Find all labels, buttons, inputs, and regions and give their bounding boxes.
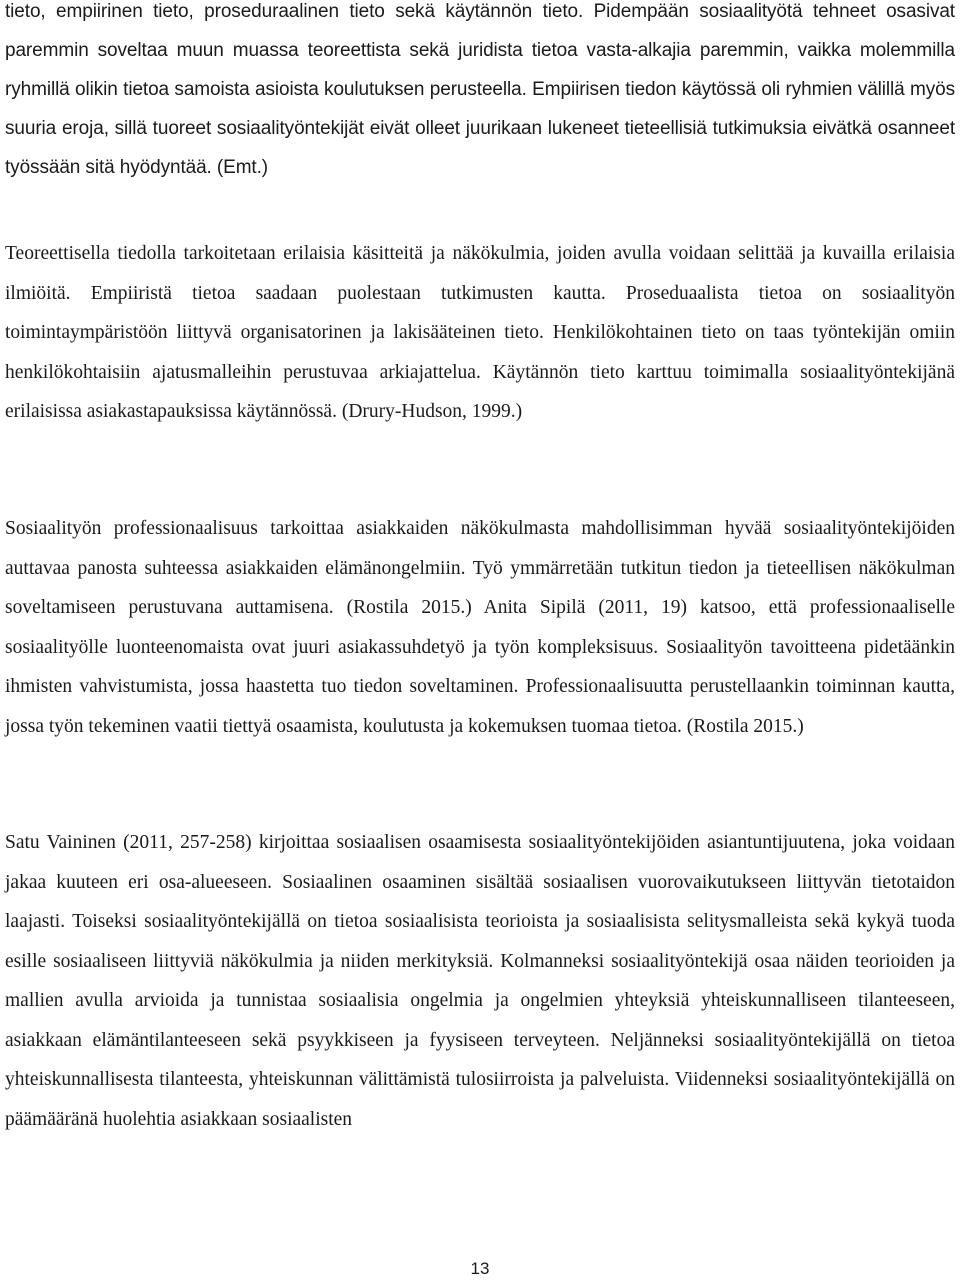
paragraph-social-competence: Satu Vaininen (2011, 257-258) kirjoittaa sosiaalisen osaamisesta sosiaalityöntekijöiden asiantuntijuutena, joka voidaan jakaa kuuteen eri osa-alueeseen. Sosiaalinen osaaminen sisältää sosiaalisen vuorovaikutukseen liittyvän tietotaidon laajasti. Toiseksi sosiaalityöntekijällä on tietoa sosiaalisista teorioista ja sosiaalisista selitysmalleista sekä kykyä tuoda esille sosiaaliseen liittyviä näkökulmia ja niiden merkityksiä. Kolmanneksi sosiaalityöntekijä osaa näiden teorioiden ja mallien avulla arvioida ja tunnistaa sosiaalisia ongelmia ja ongelmien yhteyksiä yhteiskunnalliseen tilanteeseen, asiakkaan elämäntilanteeseen sekä psyykkiseen ja fyysiseen terveyteen. Neljänneksi sosiaalityöntekijällä on tietoa yhteiskunnallisesta tilanteesta, yhteiskunnan välittämistä tulosiirroista ja palveluista. Viidenneksi sosiaalityöntekijällä on päämääränä huolehtia asiakkaan sosiaalisten: [5, 832, 955, 1130]
paragraph-knowledge-types-comparison: tieto, empiirinen tieto, proseduraalinen tieto sekä käytännön tieto. Pidempään sosiaalityötä tehneet osasivat paremmin soveltaa muun muassa teoreettista sekä juridista tietoa vasta-alkajia paremmin, vaikka molemmilla ryhmillä olikin tietoa samoista asioista koulutuksen perusteella. Empiirisen tiedon käytössä oli ryhmien välillä myös suuria eroja, sillä tuoreet sosiaalityöntekijät eivät olleet juurikaan lukeneet tieteellisiä tutkimuksia eivätkä osanneet työssään sitä hyödyntää. (Emt.): [5, 1, 955, 178]
paragraph-theoretical-knowledge: Teoreettisella tiedolla tarkoitetaan erilaisia käsitteitä ja näkökulmia, joiden avulla voidaan selittää ja kuvailla erilaisia ilmiöitä. Empiiristä tietoa saadaan puolestaan tutkimusten kautta. Proseduaalista tietoa on sosiaalityön toimintaympäristöön liittyvä organisatorinen ja lakisääteinen tieto. Henkilökohtainen tieto on taas työntekijän omiin henkilökohtaisiin ajatusmalleihin perustuvaa arkiajattelua. Käytännön tieto karttuu toimimalla sosiaalityöntekijänä erilaisissa asiakastapauksissa käytännössä. (Drury-Hudson, 1999.): [5, 243, 955, 422]
page-number: 13: [470, 1259, 490, 1278]
paragraph-professionalism: Sosiaalityön professionaalisuus tarkoittaa asiakkaiden näkökulmasta mahdollisimman hyvää sosiaalityöntekijöiden auttavaa panosta suhteessa asiakkaiden elämänongelmiin. Työ ymmärretään tutkitun tiedon ja tieteellisen näkökulman soveltamiseen perustuvana auttamisena. (Rostila 2015.) Anita Sipilä (2011, 19) katsoo, että professionaaliselle sosiaalityölle luonteenomaista ovat juuri asiakassuhdetyö ja työn kompleksisuus. Sosiaalityön tavoitteena pidetäänkin ihmisten vahvistumista, jossa haastetta tuo tiedon soveltaminen. Professionaalisuutta perustellaankin toiminnan kautta, jossa työn tekeminen vaatii tiettyä osaamista, koulutusta ja kokemuksen tuomaa tietoa. (Rostila 2015.): [5, 518, 955, 737]
